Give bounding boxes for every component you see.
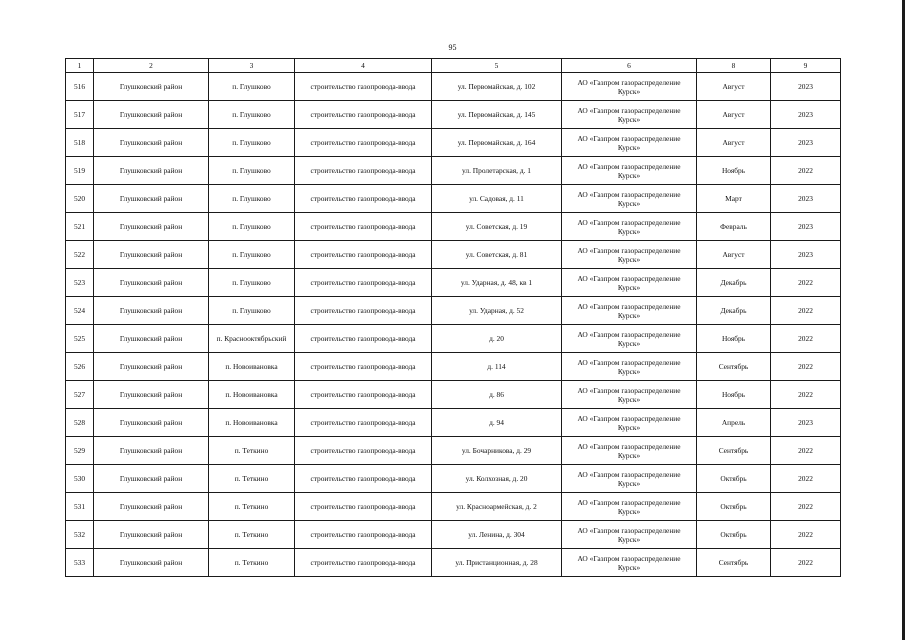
cell-organization: АО «Газпром газораспределение Курск» xyxy=(562,73,697,101)
cell-month: Август xyxy=(697,241,771,269)
cell-number: 529 xyxy=(66,437,94,465)
cell-year: 2023 xyxy=(771,185,841,213)
cell-organization: АО «Газпром газораспределение Курск» xyxy=(562,437,697,465)
cell-number: 521 xyxy=(66,213,94,241)
cell-work-type: строительство газопровода-ввода xyxy=(295,297,432,325)
table-row xyxy=(66,437,841,465)
cell-number: 530 xyxy=(66,465,94,493)
cell-year: 2023 xyxy=(771,129,841,157)
cell-district: Глушковский район xyxy=(94,185,209,213)
table-row xyxy=(66,241,841,269)
cell-address: д. 114 xyxy=(432,353,562,381)
cell-address: ул. Красноармейская, д. 2 xyxy=(432,493,562,521)
cell-month: Ноябрь xyxy=(697,157,771,185)
cell-work-type: строительство газопровода-ввода xyxy=(295,353,432,381)
table-row xyxy=(66,549,841,577)
cell-work-type: строительство газопровода-ввода xyxy=(295,185,432,213)
cell-work-type: строительство газопровода-ввода xyxy=(295,213,432,241)
table-row xyxy=(66,185,841,213)
cell-address: ул. Колхозная, д. 20 xyxy=(432,465,562,493)
cell-settlement: п. Глушково xyxy=(209,101,295,129)
table-body xyxy=(66,73,841,577)
cell-number: 526 xyxy=(66,353,94,381)
cell-year: 2022 xyxy=(771,521,841,549)
cell-number: 519 xyxy=(66,157,94,185)
cell-organization: АО «Газпром газораспределение Курск» xyxy=(562,269,697,297)
cell-organization: АО «Газпром газораспределение Курск» xyxy=(562,493,697,521)
cell-settlement: п. Глушково xyxy=(209,213,295,241)
column-header: 8 xyxy=(697,59,771,73)
cell-address: ул. Первомайская, д. 145 xyxy=(432,101,562,129)
cell-month: Октябрь xyxy=(697,493,771,521)
cell-address: ул. Ударная, д. 52 xyxy=(432,297,562,325)
cell-number: 524 xyxy=(66,297,94,325)
cell-settlement: п. Теткино xyxy=(209,465,295,493)
cell-work-type: строительство газопровода-ввода xyxy=(295,129,432,157)
cell-month: Сентябрь xyxy=(697,353,771,381)
cell-settlement: п. Новоивановка xyxy=(209,409,295,437)
cell-month: Декабрь xyxy=(697,269,771,297)
cell-settlement: п. Новоивановка xyxy=(209,353,295,381)
table-row xyxy=(66,409,841,437)
cell-work-type: строительство газопровода-ввода xyxy=(295,409,432,437)
cell-year: 2022 xyxy=(771,437,841,465)
cell-month: Апрель xyxy=(697,409,771,437)
cell-address: д. 94 xyxy=(432,409,562,437)
cell-number: 516 xyxy=(66,73,94,101)
cell-number: 525 xyxy=(66,325,94,353)
cell-work-type: строительство газопровода-ввода xyxy=(295,325,432,353)
cell-district: Глушковский район xyxy=(94,465,209,493)
cell-month: Август xyxy=(697,101,771,129)
cell-number: 518 xyxy=(66,129,94,157)
cell-work-type: строительство газопровода-ввода xyxy=(295,269,432,297)
cell-month: Ноябрь xyxy=(697,325,771,353)
table-row xyxy=(66,129,841,157)
cell-organization: АО «Газпром газораспределение Курск» xyxy=(562,297,697,325)
cell-district: Глушковский район xyxy=(94,325,209,353)
table-row xyxy=(66,493,841,521)
cell-month: Февраль xyxy=(697,213,771,241)
cell-year: 2022 xyxy=(771,325,841,353)
cell-organization: АО «Газпром газораспределение Курск» xyxy=(562,549,697,577)
cell-year: 2023 xyxy=(771,213,841,241)
cell-work-type: строительство газопровода-ввода xyxy=(295,157,432,185)
cell-address: ул. Пристанционная, д. 28 xyxy=(432,549,562,577)
table-row xyxy=(66,73,841,101)
cell-year: 2022 xyxy=(771,297,841,325)
cell-organization: АО «Газпром газораспределение Курск» xyxy=(562,521,697,549)
cell-settlement: п. Глушково xyxy=(209,185,295,213)
column-header: 4 xyxy=(295,59,432,73)
cell-settlement: п. Теткино xyxy=(209,493,295,521)
cell-address: ул. Первомайская, д. 102 xyxy=(432,73,562,101)
table-row xyxy=(66,521,841,549)
cell-settlement: п. Глушково xyxy=(209,157,295,185)
cell-year: 2022 xyxy=(771,269,841,297)
cell-district: Глушковский район xyxy=(94,493,209,521)
cell-district: Глушковский район xyxy=(94,73,209,101)
table-row xyxy=(66,353,841,381)
table-row xyxy=(66,101,841,129)
cell-settlement: п. Теткино xyxy=(209,549,295,577)
cell-settlement: п. Новоивановка xyxy=(209,381,295,409)
cell-address: д. 86 xyxy=(432,381,562,409)
cell-number: 527 xyxy=(66,381,94,409)
cell-district: Глушковский район xyxy=(94,213,209,241)
cell-organization: АО «Газпром газораспределение Курск» xyxy=(562,185,697,213)
cell-number: 517 xyxy=(66,101,94,129)
page-number: 95 xyxy=(448,43,457,52)
cell-district: Глушковский район xyxy=(94,129,209,157)
cell-month: Август xyxy=(697,129,771,157)
cell-address: ул. Ленина, д. 304 xyxy=(432,521,562,549)
cell-district: Глушковский район xyxy=(94,157,209,185)
cell-settlement: п. Глушково xyxy=(209,297,295,325)
cell-year: 2022 xyxy=(771,157,841,185)
column-header: 1 xyxy=(66,59,94,73)
cell-settlement: п. Теткино xyxy=(209,437,295,465)
cell-settlement: п. Глушково xyxy=(209,269,295,297)
cell-work-type: строительство газопровода-ввода xyxy=(295,493,432,521)
cell-organization: АО «Газпром газораспределение Курск» xyxy=(562,157,697,185)
table-row xyxy=(66,297,841,325)
cell-work-type: строительство газопровода-ввода xyxy=(295,101,432,129)
column-header: 2 xyxy=(94,59,209,73)
cell-month: Октябрь xyxy=(697,465,771,493)
table-row xyxy=(66,269,841,297)
column-header: 9 xyxy=(771,59,841,73)
cell-district: Глушковский район xyxy=(94,381,209,409)
cell-year: 2023 xyxy=(771,241,841,269)
cell-month: Сентябрь xyxy=(697,437,771,465)
table-row xyxy=(66,157,841,185)
table-header-row xyxy=(66,59,841,73)
cell-year: 2023 xyxy=(771,101,841,129)
cell-work-type: строительство газопровода-ввода xyxy=(295,465,432,493)
table-row xyxy=(66,381,841,409)
cell-district: Глушковский район xyxy=(94,101,209,129)
cell-organization: АО «Газпром газораспределение Курск» xyxy=(562,241,697,269)
cell-organization: АО «Газпром газораспределение Курск» xyxy=(562,325,697,353)
cell-month: Август xyxy=(697,73,771,101)
cell-address: ул. Пролетарская, д. 1 xyxy=(432,157,562,185)
cell-year: 2022 xyxy=(771,549,841,577)
cell-organization: АО «Газпром газораспределение Курск» xyxy=(562,381,697,409)
cell-organization: АО «Газпром газораспределение Курск» xyxy=(562,465,697,493)
cell-district: Глушковский район xyxy=(94,549,209,577)
cell-number: 528 xyxy=(66,409,94,437)
cell-year: 2022 xyxy=(771,493,841,521)
cell-organization: АО «Газпром газораспределение Курск» xyxy=(562,213,697,241)
cell-work-type: строительство газопровода-ввода xyxy=(295,73,432,101)
cell-year: 2022 xyxy=(771,353,841,381)
cell-address: ул. Бочарникова, д. 29 xyxy=(432,437,562,465)
cell-district: Глушковский район xyxy=(94,437,209,465)
cell-settlement: п. Теткино xyxy=(209,521,295,549)
cell-district: Глушковский район xyxy=(94,353,209,381)
cell-year: 2023 xyxy=(771,409,841,437)
cell-work-type: строительство газопровода-ввода xyxy=(295,241,432,269)
cell-address: ул. Садовая, д. 11 xyxy=(432,185,562,213)
cell-number: 533 xyxy=(66,549,94,577)
table-row xyxy=(66,213,841,241)
cell-work-type: строительство газопровода-ввода xyxy=(295,549,432,577)
cell-organization: АО «Газпром газораспределение Курск» xyxy=(562,353,697,381)
cell-month: Март xyxy=(697,185,771,213)
cell-address: ул. Советская, д. 19 xyxy=(432,213,562,241)
cell-district: Глушковский район xyxy=(94,297,209,325)
table-row xyxy=(66,465,841,493)
cell-number: 523 xyxy=(66,269,94,297)
cell-address: ул. Первомайская, д. 164 xyxy=(432,129,562,157)
cell-year: 2022 xyxy=(771,381,841,409)
cell-month: Декабрь xyxy=(697,297,771,325)
cell-month: Сентябрь xyxy=(697,549,771,577)
cell-month: Ноябрь xyxy=(697,381,771,409)
cell-organization: АО «Газпром газораспределение Курск» xyxy=(562,129,697,157)
column-header: 5 xyxy=(432,59,562,73)
table-row xyxy=(66,325,841,353)
cell-number: 532 xyxy=(66,521,94,549)
cell-year: 2023 xyxy=(771,73,841,101)
cell-settlement: п. Краснооктябрьский xyxy=(209,325,295,353)
cell-settlement: п. Глушково xyxy=(209,241,295,269)
cell-work-type: строительство газопровода-ввода xyxy=(295,437,432,465)
cell-number: 522 xyxy=(66,241,94,269)
cell-district: Глушковский район xyxy=(94,521,209,549)
cell-district: Глушковский район xyxy=(94,409,209,437)
cell-address: ул. Ударная, д. 48, кв 1 xyxy=(432,269,562,297)
cell-settlement: п. Глушково xyxy=(209,129,295,157)
column-header: 6 xyxy=(562,59,697,73)
document-table xyxy=(65,58,841,577)
cell-year: 2022 xyxy=(771,465,841,493)
cell-district: Глушковский район xyxy=(94,269,209,297)
cell-month: Октябрь xyxy=(697,521,771,549)
column-header: 3 xyxy=(209,59,295,73)
cell-settlement: п. Глушково xyxy=(209,73,295,101)
cell-address: д. 20 xyxy=(432,325,562,353)
cell-organization: АО «Газпром газораспределение Курск» xyxy=(562,101,697,129)
cell-number: 520 xyxy=(66,185,94,213)
cell-address: ул. Советская, д. 81 xyxy=(432,241,562,269)
cell-work-type: строительство газопровода-ввода xyxy=(295,521,432,549)
cell-number: 531 xyxy=(66,493,94,521)
cell-district: Глушковский район xyxy=(94,241,209,269)
cell-organization: АО «Газпром газораспределение Курск» xyxy=(562,409,697,437)
cell-work-type: строительство газопровода-ввода xyxy=(295,381,432,409)
